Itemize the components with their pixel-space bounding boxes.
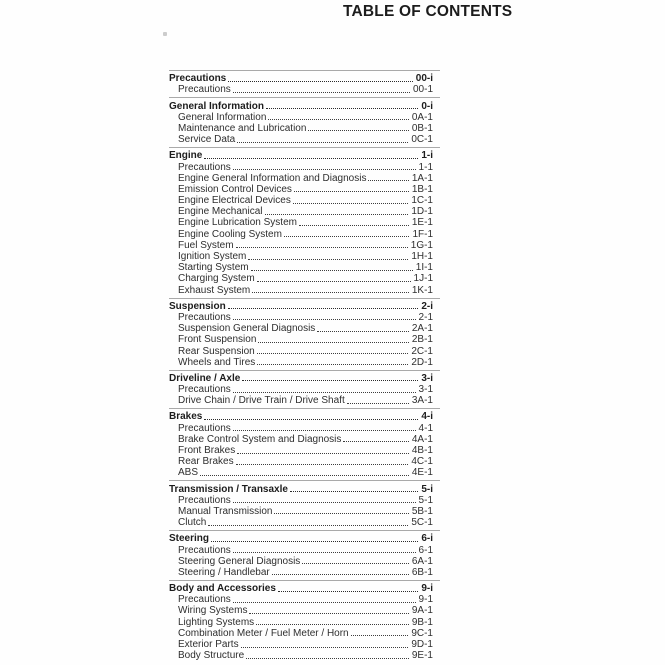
- dot-leader: [241, 647, 409, 648]
- dot-leader: [251, 270, 413, 271]
- dot-leader: [233, 502, 416, 503]
- dot-leader: [252, 292, 409, 293]
- toc-item-label: Wheels and Tires: [178, 356, 256, 368]
- toc-section-page: 2-i: [421, 300, 433, 312]
- toc-section-page: 1-i: [421, 150, 433, 162]
- toc-section-page: 0-i: [421, 100, 433, 112]
- toc-item-label: Rear Suspension: [178, 345, 255, 357]
- toc-item-page: 9B-1: [411, 616, 433, 628]
- toc-item-label: Ignition System: [178, 251, 247, 262]
- dot-leader: [228, 81, 413, 82]
- toc-item-entry: [169, 639, 433, 650]
- dot-leader: [347, 403, 409, 404]
- toc-item-label: Starting System: [178, 262, 249, 274]
- toc-item-label: Steering / Handlebar: [178, 566, 270, 578]
- toc-section-page: 3-i: [421, 372, 433, 384]
- dot-leader: [233, 319, 416, 320]
- toc-item-page: 6B-1: [411, 566, 433, 578]
- toc-item-label: Engine General Information and Diagnosis: [178, 172, 367, 184]
- toc-item-page: 4A-1: [411, 433, 433, 445]
- toc-section-label: Steering: [169, 533, 210, 545]
- dot-leader: [290, 491, 418, 492]
- dot-leader: [237, 453, 409, 454]
- toc-item-page: 4E-1: [411, 467, 433, 479]
- toc-section-entry: [169, 533, 433, 544]
- dot-leader: [236, 464, 409, 465]
- toc-item-label: Steering General Diagnosis: [178, 555, 301, 567]
- toc-item-label: Combination Meter / Fuel Meter / Horn: [178, 627, 349, 639]
- toc-item-page: 4B-1: [411, 445, 433, 456]
- toc-section-label: Precautions: [169, 73, 227, 85]
- dot-leader: [368, 180, 408, 181]
- toc-section: [169, 370, 440, 407]
- toc-section-entry: [169, 411, 433, 422]
- toc-item-page: 2C-1: [411, 345, 433, 357]
- toc-item-label: Drive Chain / Drive Train / Drive Shaft: [178, 395, 345, 407]
- toc-item-entry: [169, 161, 433, 172]
- dot-leader: [233, 169, 416, 170]
- toc-section: [169, 530, 440, 578]
- dot-leader: [258, 342, 408, 343]
- toc-item-page: 1E-1: [411, 217, 433, 229]
- dot-leader: [200, 475, 409, 476]
- toc-item-entry: [169, 567, 433, 578]
- toc-item-label: Precautions: [178, 311, 231, 323]
- toc-item-entry: [169, 323, 433, 334]
- toc-item-entry: [169, 445, 433, 456]
- toc-item-label: Engine Electrical Devices: [178, 195, 291, 207]
- toc-item-entry: [169, 173, 433, 184]
- dot-leader: [265, 214, 409, 215]
- toc-item-page: 6-1: [418, 544, 433, 556]
- toc-item-entry: [169, 262, 433, 273]
- toc-item-label: Exterior Parts: [178, 639, 239, 650]
- toc-item-page: 1J-1: [413, 273, 433, 285]
- toc-section-label: Engine: [169, 150, 203, 162]
- toc-item-entry: [169, 556, 433, 567]
- dot-leader: [246, 658, 409, 659]
- dot-leader: [278, 591, 418, 592]
- toc-item-entry: [169, 506, 433, 517]
- dot-leader: [233, 92, 410, 93]
- dot-leader: [293, 203, 408, 204]
- toc-item-label: ABS: [178, 467, 199, 479]
- dot-leader: [308, 130, 408, 131]
- toc-section-label: Body and Accessories: [169, 583, 276, 595]
- toc-item-label: Precautions: [178, 84, 231, 96]
- page-title: TABLE OF CONTENTS: [343, 3, 513, 20]
- dot-leader: [299, 225, 409, 226]
- toc-item-page: 1K-1: [411, 284, 433, 296]
- dot-leader: [343, 441, 408, 442]
- toc-item-label: Suspension General Diagnosis: [178, 323, 316, 335]
- toc-item-page: 1C-1: [411, 195, 433, 207]
- toc-item-entry: [169, 517, 433, 528]
- toc-item-entry: [169, 195, 433, 206]
- toc-section-entry: [169, 483, 433, 494]
- toc-item-entry: [169, 312, 433, 323]
- toc-section: [169, 480, 440, 528]
- toc-section: [169, 298, 440, 368]
- toc-item-entry: [169, 251, 433, 262]
- toc-item-entry: [169, 456, 433, 467]
- dot-leader: [284, 236, 409, 237]
- dot-leader: [351, 635, 409, 636]
- toc-item-page: 4C-1: [411, 456, 433, 468]
- toc-item-label: Service Data: [178, 134, 236, 146]
- toc-item-page: 2A-1: [411, 323, 433, 335]
- toc-item-label: Manual Transmission: [178, 505, 273, 517]
- toc-item-entry: [169, 206, 433, 217]
- toc-item-entry: [169, 123, 433, 134]
- toc-item-entry: [169, 434, 433, 445]
- dot-leader: [257, 281, 411, 282]
- toc-section-entry: [169, 373, 433, 384]
- dot-leader: [257, 353, 409, 354]
- dot-leader: [302, 563, 409, 564]
- toc-item-label: General Information: [178, 111, 267, 123]
- toc-item-label: Brake Control System and Diagnosis: [178, 433, 342, 445]
- toc-item-label: Exhaust System: [178, 284, 251, 296]
- toc-item-entry: [169, 395, 433, 406]
- dot-leader: [274, 513, 408, 514]
- toc-item-page: 5C-1: [411, 517, 433, 529]
- toc-item-label: Engine Cooling System: [178, 228, 282, 240]
- dot-leader: [233, 392, 416, 393]
- toc-item-entry: [169, 467, 433, 478]
- dot-leader: [204, 419, 418, 420]
- toc-item-entry: [169, 84, 433, 95]
- toc-item-page: 2-1: [418, 311, 433, 323]
- toc-item-page: 9E-1: [411, 650, 433, 662]
- toc-item-entry: [169, 217, 433, 228]
- toc-item-entry: [169, 544, 433, 555]
- dot-leader: [257, 364, 408, 365]
- dot-leader: [204, 158, 418, 159]
- toc-item-page: 1B-1: [411, 183, 433, 195]
- toc-item-entry: [169, 616, 433, 627]
- toc-item-label: Charging System: [178, 273, 255, 285]
- dot-leader: [256, 624, 409, 625]
- toc-item-page: 9C-1: [411, 627, 433, 639]
- toc-item-page: 9A-1: [411, 605, 433, 617]
- toc-item-label: Wiring Systems: [178, 605, 248, 617]
- toc-section-page: 4-i: [421, 411, 433, 423]
- toc-item-page: 2B-1: [411, 334, 433, 346]
- toc-item-page: 4-1: [418, 422, 433, 434]
- toc-item-page: 3-1: [418, 384, 433, 396]
- toc-section-label: Brakes: [169, 411, 203, 423]
- toc-item-label: Front Suspension: [178, 334, 257, 346]
- toc-item-page: 1F-1: [412, 228, 433, 240]
- dot-leader: [294, 191, 409, 192]
- toc-item-page: 3A-1: [411, 395, 433, 407]
- toc-item-label: Precautions: [178, 494, 231, 506]
- toc-item-entry: [169, 495, 433, 506]
- toc-item-label: Body Structure: [178, 650, 245, 662]
- toc-item-page: 00-1: [412, 84, 433, 96]
- toc-item-entry: [169, 422, 433, 433]
- toc-item-label: Precautions: [178, 384, 231, 396]
- toc-item-label: Front Brakes: [178, 445, 236, 456]
- toc-item-entry: [169, 334, 433, 345]
- toc-section-label: Driveline / Axle: [169, 372, 241, 384]
- toc-section: [169, 147, 440, 295]
- toc-section-page: 9-i: [421, 583, 433, 595]
- toc-item-label: Precautions: [178, 544, 231, 556]
- dot-leader: [208, 525, 408, 526]
- dot-leader: [248, 259, 408, 260]
- toc-item-entry: [169, 605, 433, 616]
- toc-item-entry: [169, 134, 433, 145]
- toc-item-page: 0C-1: [411, 134, 433, 146]
- toc-item-entry: [169, 112, 433, 123]
- toc-item-label: Emission Control Devices: [178, 183, 292, 195]
- toc-section-page: 00-i: [415, 73, 433, 85]
- toc-item-page: 5B-1: [411, 505, 433, 517]
- toc-item-label: Engine Mechanical: [178, 206, 263, 218]
- dot-leader: [317, 331, 409, 332]
- toc-item-page: 1I-1: [415, 262, 433, 274]
- dot-leader: [268, 119, 408, 120]
- toc-item-label: Lighting Systems: [178, 616, 255, 628]
- toc-item-label: Precautions: [178, 594, 231, 606]
- toc-item-entry: [169, 384, 433, 395]
- toc-section-entry: [169, 583, 433, 594]
- toc-item-entry: [169, 628, 433, 639]
- toc-section: [169, 97, 440, 145]
- toc-item-page: 0A-1: [411, 111, 433, 123]
- toc-item-label: Precautions: [178, 161, 231, 173]
- toc-item-page: 5-1: [418, 494, 433, 506]
- dot-leader: [272, 574, 409, 575]
- dot-leader: [228, 308, 419, 309]
- toc-item-entry: [169, 228, 433, 239]
- toc-item-entry: [169, 594, 433, 605]
- toc-item-page: 1D-1: [411, 206, 433, 218]
- toc-item-page: 0B-1: [411, 122, 433, 134]
- scan-speck: [163, 32, 167, 36]
- toc-section-label: General Information: [169, 100, 265, 112]
- toc-section-entry: [169, 150, 433, 161]
- toc-section-label: Transmission / Transaxle: [169, 483, 288, 495]
- toc-section-page: 6-i: [421, 533, 433, 545]
- dot-leader: [211, 541, 418, 542]
- dot-leader: [242, 380, 418, 381]
- toc-item-page: 9D-1: [411, 639, 433, 650]
- toc-section: [169, 408, 440, 478]
- toc-item-label: Fuel System: [178, 239, 234, 251]
- dot-leader: [233, 602, 416, 603]
- toc-section-label: Suspension: [169, 300, 226, 312]
- toc-section: [169, 580, 440, 661]
- toc-item-entry: [169, 240, 433, 251]
- toc-section-page: 5-i: [421, 483, 433, 495]
- toc-section-entry: [169, 301, 433, 312]
- toc-item-label: Rear Brakes: [178, 456, 234, 468]
- toc-item-entry: [169, 650, 433, 661]
- toc-item-label: Precautions: [178, 422, 231, 434]
- dot-leader: [237, 142, 408, 143]
- toc-item-page: 1-1: [418, 161, 433, 173]
- toc-item-entry: [169, 345, 433, 356]
- toc-item-entry: [169, 184, 433, 195]
- toc-item-entry: [169, 357, 433, 368]
- dot-leader: [236, 247, 408, 248]
- toc-item-label: Maintenance and Lubrication: [178, 122, 307, 134]
- toc-section: [169, 70, 440, 95]
- dot-leader: [266, 108, 418, 109]
- toc-item-page: 1G-1: [410, 239, 433, 251]
- toc-list: [169, 70, 440, 661]
- toc-item-page: 2D-1: [411, 356, 433, 368]
- dot-leader: [249, 613, 408, 614]
- toc-item-entry: [169, 273, 433, 284]
- toc-section-entry: [169, 100, 433, 111]
- toc-item-page: 1H-1: [411, 251, 433, 262]
- toc-item-page: 1A-1: [411, 172, 433, 184]
- toc-section-entry: [169, 73, 433, 84]
- toc-item-label: Engine Lubrication System: [178, 217, 297, 229]
- dot-leader: [233, 552, 416, 553]
- toc-item-page: 9-1: [418, 594, 433, 606]
- dot-leader: [233, 430, 416, 431]
- toc-item-label: Clutch: [178, 517, 207, 529]
- toc-item-entry: [169, 284, 433, 295]
- toc-item-page: 6A-1: [411, 555, 433, 567]
